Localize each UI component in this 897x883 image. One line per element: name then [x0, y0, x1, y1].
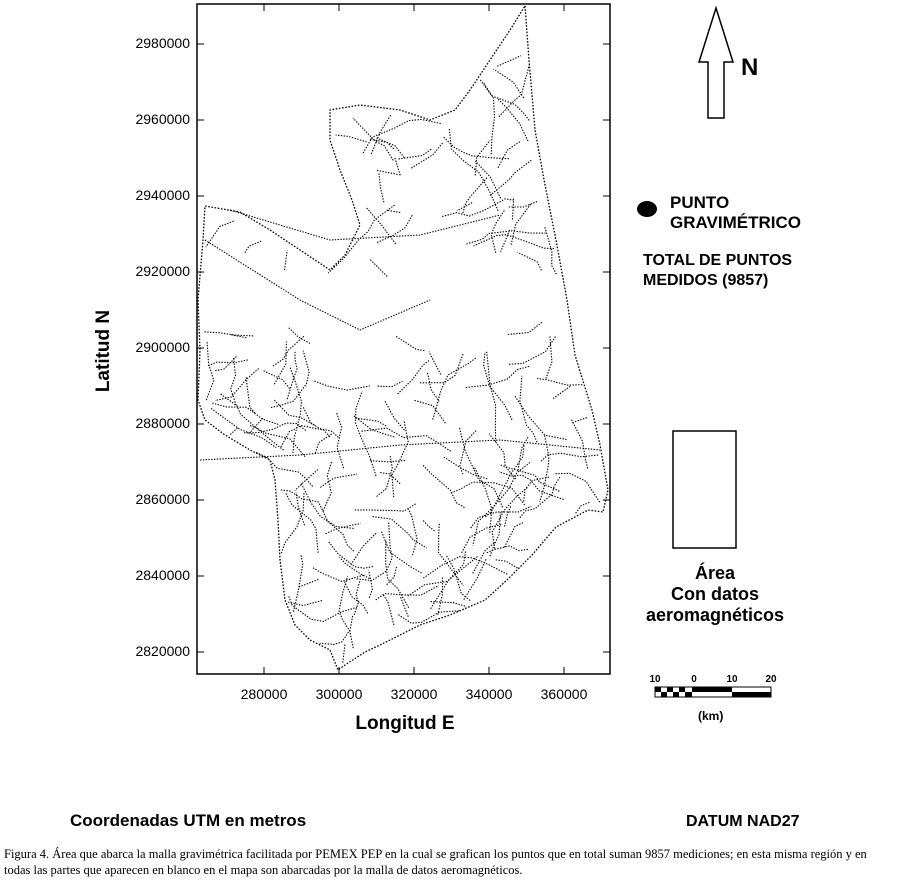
x-tick-label: 360000: [540, 686, 588, 702]
survey-line: [504, 523, 523, 548]
north-arrow-label: N: [741, 54, 759, 81]
survey-line: [245, 241, 262, 253]
survey-line: [507, 322, 542, 334]
y-axis-ticks: [197, 44, 610, 652]
aeromagnetic-area-symbol: [673, 431, 736, 548]
survey-line: [320, 474, 357, 487]
y-tick-label: 2980000: [135, 35, 190, 51]
survey-line: [320, 616, 353, 644]
survey-line: [294, 555, 303, 611]
survey-line: [398, 149, 431, 159]
survey-line: [483, 82, 494, 154]
survey-line: [287, 352, 297, 401]
survey-line: [363, 120, 441, 155]
survey-line: [398, 360, 430, 394]
scale-bar: [655, 687, 771, 697]
y-axis-title: Latitud N: [93, 309, 114, 393]
legend-point-line1: PUNTO: [670, 193, 730, 212]
survey-line: [351, 533, 376, 565]
scale-bar-unit: (km): [698, 709, 724, 723]
survey-line: [485, 445, 524, 517]
survey-line: [553, 386, 571, 399]
survey-line: [473, 542, 496, 573]
legend-area-line2: Con datos: [671, 584, 759, 604]
survey-line: [355, 503, 417, 511]
survey-line: [371, 115, 391, 154]
survey-line: [286, 493, 318, 552]
survey-line: [373, 517, 427, 548]
survey-line: [370, 260, 388, 278]
survey-line: [575, 503, 589, 515]
x-tick-label: 320000: [390, 686, 438, 702]
survey-line: [554, 473, 600, 502]
survey-line: [572, 417, 587, 422]
survey-line: [518, 252, 542, 270]
datum-label: DATUM NAD27: [686, 813, 800, 830]
survey-line: [464, 558, 487, 600]
survey-line: [457, 203, 472, 211]
survey-line: [486, 546, 528, 553]
survey-line: [442, 199, 514, 217]
x-tick-label: 340000: [465, 686, 513, 702]
survey-line: [428, 373, 440, 402]
y-tick-label: 2860000: [135, 491, 190, 507]
survey-line: [395, 158, 401, 176]
y-tick-label: 2960000: [135, 111, 190, 127]
survey-line: [319, 504, 353, 551]
survey-line: [498, 142, 520, 168]
survey-line: [511, 204, 530, 245]
survey-line: [501, 230, 510, 252]
survey-line: [281, 493, 304, 553]
survey-line: [512, 198, 513, 219]
survey-line: [323, 462, 332, 511]
survey-line: [423, 465, 464, 507]
legend-point-line2: GRAVIMÉTRICO: [670, 213, 801, 232]
survey-line: [475, 140, 490, 175]
x-tick-label: 300000: [315, 686, 363, 702]
gravimetric-point-lines: [200, 56, 600, 664]
plot-frame: [197, 4, 610, 674]
survey-line: [422, 520, 434, 532]
scale-bar-tick-label: 10: [726, 674, 738, 685]
survey-line: [378, 381, 403, 386]
north-arrow-icon: [699, 8, 733, 118]
survey-line: [420, 353, 464, 383]
survey-line: [462, 525, 502, 553]
survey-line: [274, 400, 314, 425]
survey-line: [484, 352, 512, 420]
survey-line: [362, 428, 451, 451]
survey-line: [537, 379, 584, 386]
survey-line: [353, 118, 393, 160]
survey-line: [377, 138, 405, 158]
survey-line: [423, 557, 507, 578]
survey-line: [465, 366, 529, 387]
survey-line: [379, 173, 384, 202]
survey-line: [520, 376, 537, 443]
survey-line: [326, 524, 361, 534]
survey-line: [414, 400, 446, 423]
scale-bar-tick-label: 20: [765, 674, 777, 685]
y-tick-label: 2820000: [135, 643, 190, 659]
survey-line: [385, 401, 404, 430]
survey-line: [285, 250, 288, 270]
survey-line: [449, 129, 498, 212]
survey-line: [433, 357, 477, 419]
survey-line: [369, 570, 373, 597]
legend-total-label: [643, 251, 792, 291]
figure-caption: Figura 4. Área que abarca la malla gravimétrica facilitada por PEMEX PEP en la cual se grafican los puntos que en total suman 9857 mediciones; en esta misma región y en todas las partes que aparecen en blanco en el mapa son abarcadas por la malla de datos aeromagnéticos.: [4, 847, 867, 877]
survey-line: [546, 336, 552, 379]
survey-line: [408, 509, 417, 556]
survey-line: [487, 351, 496, 442]
survey-line: [388, 210, 402, 213]
survey-line: [466, 231, 545, 244]
diagonal-traverse: [230, 210, 500, 240]
y-tick-label: 2900000: [135, 339, 190, 355]
survey-line: [381, 531, 421, 573]
survey-line: [396, 336, 425, 350]
survey-line: [377, 170, 399, 174]
survey-line: [429, 352, 441, 375]
survey-line: [520, 477, 560, 518]
survey-line: [431, 602, 467, 607]
survey-line: [411, 143, 443, 169]
survey-line: [571, 419, 587, 468]
survey-line: [494, 69, 524, 98]
survey-line: [211, 409, 276, 448]
gravimetric-point-marker-icon: [637, 201, 657, 217]
survey-line: [505, 505, 512, 526]
x-axis-title: Longitud E: [355, 713, 455, 734]
scale-bar-tick-label: 10: [649, 674, 661, 685]
survey-line: [288, 601, 322, 606]
coords-note: Coordenadas UTM en metros: [70, 811, 307, 830]
x-axis-ticks: [264, 4, 564, 674]
survey-line: [398, 611, 459, 623]
y-tick-label: 2940000: [135, 187, 190, 203]
legend-area-label: [620, 563, 810, 626]
survey-line: [264, 371, 290, 389]
survey-line: [298, 579, 319, 587]
survey-line: [289, 328, 311, 344]
survey-line: [439, 524, 464, 586]
survey-line: [230, 428, 237, 435]
survey-line: [444, 137, 509, 159]
survey-line: [206, 342, 214, 401]
x-tick-label: 280000: [240, 686, 288, 702]
survey-line: [524, 477, 550, 502]
survey-line: [337, 413, 344, 469]
survey-line: [231, 358, 237, 405]
survey-line: [296, 493, 305, 526]
survey-line: [340, 557, 370, 578]
survey-line: [392, 422, 408, 499]
survey-line: [383, 595, 394, 626]
survey-line: [274, 342, 286, 385]
survey-line: [540, 436, 549, 502]
survey-line: [509, 335, 556, 364]
y-tick-label: 2840000: [135, 567, 190, 583]
survey-area-outline: [198, 6, 608, 670]
survey-line: [314, 381, 369, 390]
legend-point-label: [670, 193, 801, 233]
survey-line: [355, 391, 376, 476]
survey-line: [272, 336, 304, 367]
legend-area-line1: Área: [694, 563, 736, 583]
survey-line: [444, 457, 487, 479]
survey-line: [499, 65, 529, 117]
survey-line: [355, 418, 386, 426]
legend-total-line1: TOTAL DE PUNTOS: [643, 252, 793, 269]
y-tick-label: 2880000: [135, 415, 190, 431]
east-west-traverse: [200, 440, 600, 460]
survey-line: [499, 472, 564, 500]
survey-line: [246, 376, 255, 413]
survey-line: [336, 135, 367, 142]
survey-line: [475, 161, 500, 198]
diagonal-traverse: [205, 240, 430, 330]
survey-line: [280, 490, 319, 502]
survey-line: [496, 560, 519, 569]
survey-line: [480, 80, 529, 121]
legend-total-line2: MEDIDOS (9857): [643, 272, 769, 289]
survey-line: [215, 369, 259, 401]
survey-line: [451, 482, 524, 505]
survey-line: [289, 596, 357, 621]
survey-line: [515, 396, 567, 440]
survey-line: [211, 403, 278, 425]
survey-line: [463, 178, 487, 214]
survey-line: [497, 56, 521, 66]
survey-line: [377, 215, 412, 243]
survey-line: [343, 645, 345, 665]
survey-line: [370, 461, 405, 462]
survey-line: [498, 99, 528, 141]
legend-area-line3: aeromagnéticos: [645, 605, 785, 625]
survey-line: [204, 332, 253, 336]
y-tick-label: 2920000: [135, 263, 190, 279]
survey-line: [290, 368, 301, 453]
scale-bar-tick-label: 0: [691, 674, 697, 685]
